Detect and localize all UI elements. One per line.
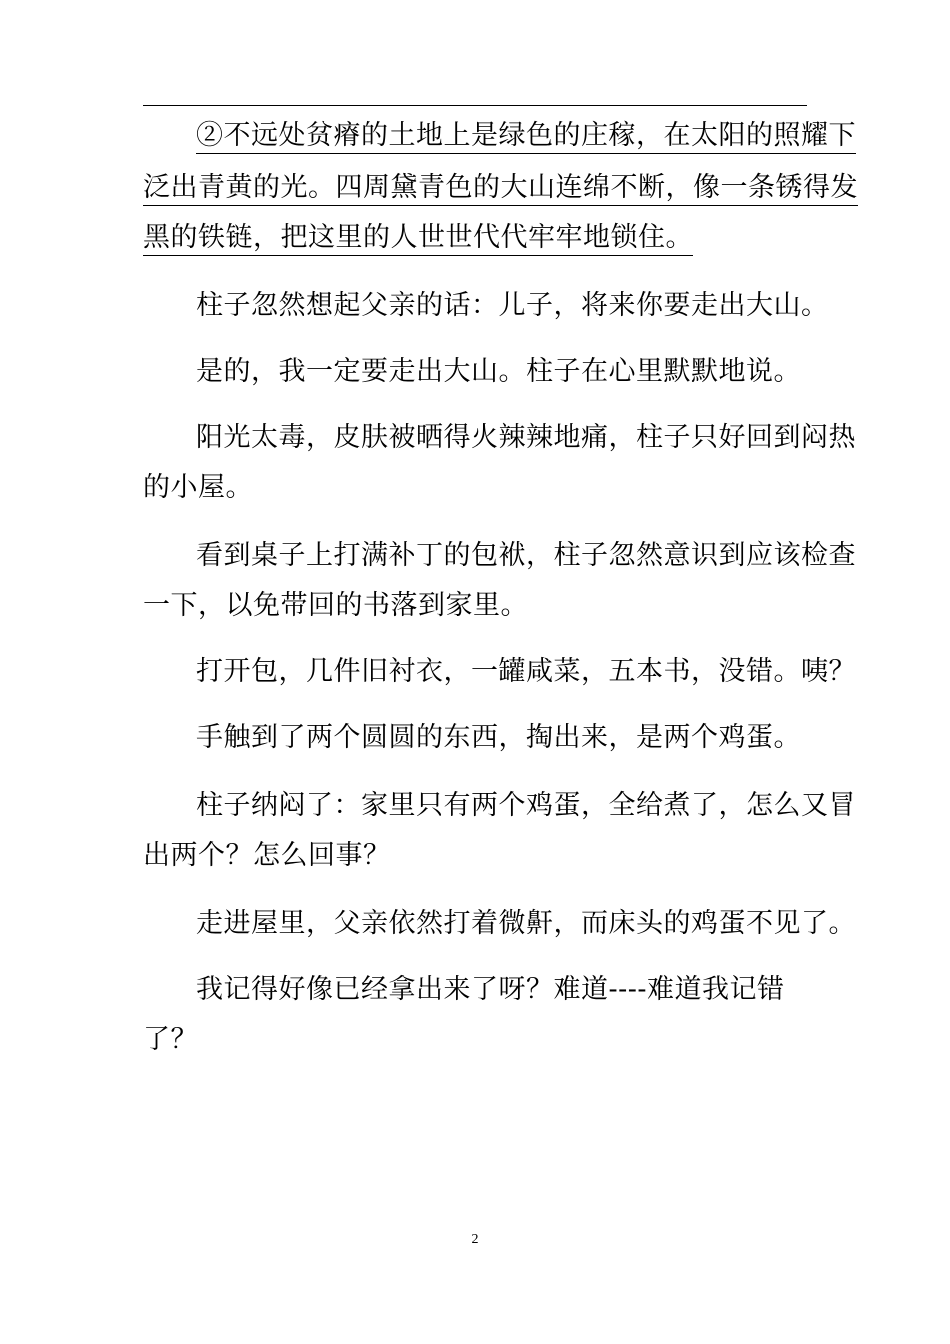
underlined-paragraph-line-2: 泛出青黄的光。四周黛青色的大山连绵不断，像一条锈得发: [143, 168, 858, 208]
paragraph-5: 打开包，几件旧衬衣，一罐咸菜，五本书，没错。咦？: [196, 656, 856, 687]
underlined-paragraph-line-1: ②不远处贫瘠的土地上是绿色的庄稼，在太阳的照耀下: [196, 116, 856, 156]
paragraph-4-line-1: 看到桌子上打满补丁的包袱，柱子忽然意识到应该检查: [196, 540, 856, 571]
paragraph-2: 是的，我一定要走出大山。柱子在心里默默地说。: [196, 356, 801, 387]
paragraph-1: 柱子忽然想起父亲的话：儿子，将来你要走出大山。: [196, 290, 829, 321]
page-number: 2: [471, 1232, 479, 1247]
underlined-paragraph-line-3: 黑的铁链，把这里的人世世代代牢牢地锁住。: [143, 218, 693, 258]
paragraph-7-line-2: 出两个？怎么回事？: [143, 840, 391, 871]
paragraph-9-line-2: 了？: [143, 1024, 198, 1055]
paragraph-8: 走进屋里，父亲依然打着微鼾，而床头的鸡蛋不见了。: [196, 908, 856, 939]
paragraph-7-line-1: 柱子纳闷了：家里只有两个鸡蛋，全给煮了，怎么又冒: [196, 790, 856, 821]
paragraph-3-line-1: 阳光太毒，皮肤被晒得火辣辣地痛，柱子只好回到闷热: [196, 422, 856, 453]
paragraph-6: 手触到了两个圆圆的东西，掏出来，是两个鸡蛋。: [196, 722, 801, 753]
paragraph-3-line-2: 的小屋。: [143, 472, 253, 503]
paragraph-4-line-2: 一下，以免带回的书落到家里。: [143, 590, 528, 621]
top-divider: [143, 105, 807, 106]
paragraph-9-line-1: 我记得好像已经拿出来了呀？难道----难道我记错: [196, 974, 785, 1005]
